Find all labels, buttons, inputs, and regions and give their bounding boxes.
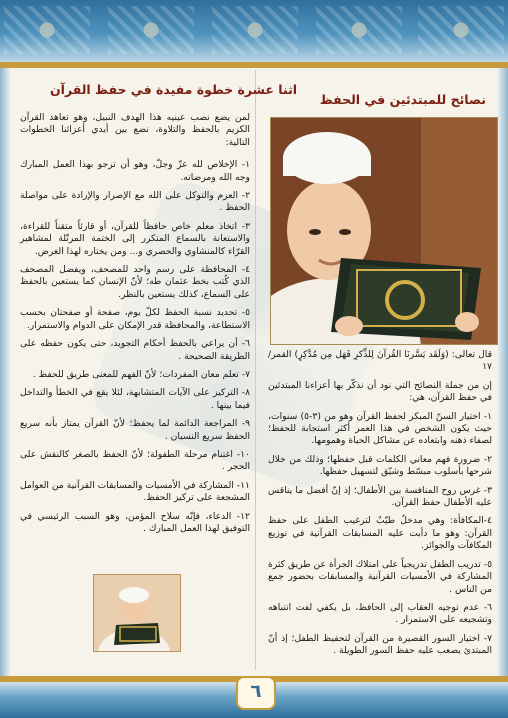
- tips-intro: إن من جملة النصائح التي نود أن نذكّر بها أعزاءنا المبتدئين في حفظ القرآن، هي:: [268, 379, 492, 404]
- ornament-tile: [212, 6, 298, 54]
- ornament-tile: [4, 6, 90, 54]
- tip-6: ٦- عدم توجيه العقاب إلى الحافظ، بل يكفي لفت انتباهه وتشجيعه على الاستمرار .: [268, 601, 492, 626]
- quran-quote: قال تعالى: (وَلَقَد يَسَّرنَا القُرآنَ لِلذِّكرِ فَهَل مِن مُدَّكِرٍ) القمر/١٧: [268, 349, 492, 373]
- page-number: ٦: [236, 676, 276, 710]
- tip-5: ٥- تدريب الطفل تدريجياً على امتلاك الجرأة عن طريق كثرة المشاركة في الأمسيات القرآنية والمسابقات بحضور جمع من الناس .: [268, 558, 492, 595]
- step-5: ٥- تحديد نسبة الحفظ لكلّ يوم، صفحة أو صفحتان بحسب الاستطاعة، والمحافظة قدر الإمكان على الدوام والاستمرار.: [20, 307, 250, 331]
- step-10: ١٠- اغتنام مرحلة الطفولة؛ لأنّ الحفظ بالصغر كالنقش على الحجر .: [20, 448, 250, 473]
- tip-3: ٣- غرس روح المنافسة بين الأطفال؛ إذ إنّ أفضل ما يناقس عليه الأطفال حفظ القرآن.: [268, 484, 492, 509]
- step-9: ٩- المراجعة الدائمة لما يحفظ؛ لأنّ القرآن يمتاز بأنه سريع الحفظ سريع النسيان .: [20, 418, 250, 442]
- top-ornament-band: [0, 0, 508, 62]
- ornament-tile: [418, 6, 504, 54]
- boy-reading-quran-photo: [270, 117, 498, 345]
- tip-4: ٤-المكافأة: وهي مدخلٌ طيّبٌ لترغيب الطفل على حفظ القرآن: وهو ما دأبت عليه المسابقات القرآنية في توزيع المكافآت والجوائز.: [268, 515, 492, 552]
- column-divider: [255, 70, 256, 670]
- step-11: ١١- المشاركة في الأمسيات والمسابقات القرآنية من العوامل المشجعة على تركيز الحفظ.: [20, 479, 250, 504]
- steps-intro: لمن يضع نصب عينيه هذا الهدف النبيل، وهو تعاهد القرآن الكريم بالحفظ والتلاوة، نضع بين أيدي أعزائنا الخطوات التالية:: [20, 112, 250, 148]
- step-12: ١٢- الدعاء، فإنّه سلاح المؤمن، وهو السبب الرئيسي في التوفيق لهذا العمل المبارك .: [20, 510, 250, 534]
- top-gold-border: [0, 62, 508, 68]
- ornament-tile: [316, 6, 402, 54]
- step-4: ٤- المحافظة على رسم واحد للمصحف، ويفضل المصحف الذي كُتب بخط عثمان طه؛ لأنّ الإنسان كما يستعين بالحفظ على السماع، كذلك يستعين بالنظر.: [20, 264, 250, 300]
- tip-1: ١- اختيار السنّ المبكر لحفظ القرآن وهو من (٣-٥) سنوات، حيث يكون الشخص في هذا العمر أكثر استجابة للحفظ؛ لصفاء ذهنه وابتعاده عن مشاكل الحياة وهمومها.: [268, 410, 493, 447]
- step-8: ٨- التركيز على الآيات المتشابهة، لئلا يقع في الخطأ والتداخل فيما بينها .: [20, 387, 250, 411]
- small-boy-reading-photo: [93, 574, 181, 652]
- step-1: ١- الإخلاص لله عزّ وجلّ، وهو أن ترجو بهذا العمل المبارك وجه الله ومرضاته.: [20, 159, 250, 183]
- right-column-text: [268, 349, 492, 664]
- left-column-text: [20, 112, 250, 541]
- tip-7: ٧- اختيار السور القصيرة من القرآن لتحفيظ الطفل؛ إذ أنّ المبتدئ يصعب عليه حفظ السور الطويلة .: [268, 632, 492, 657]
- boy-reading-quran-illustration: [271, 118, 497, 344]
- right-column-heading: نصائح للمبتدئين في الحفظ: [319, 92, 486, 107]
- left-side-ornament: [0, 68, 10, 676]
- tip-2: ٢- ضرورة فهم معاني الكلمات قبل حفظها؛ وذلك من خلال شرحها بأسلوب مبسّط وشيّق لتسهيل حفظها.: [268, 453, 492, 478]
- step-7: ٧- تعلم معان المفردات؛ لأنّ الفهم للمعنى طريق للحفظ .: [32, 368, 250, 380]
- small-boy-illustration: [94, 575, 180, 651]
- step-6: ٦- أن يراعي بالحفظ أحكام التجويد، حتى يكون حفظه على الطريقة الصحيحة .: [20, 338, 250, 362]
- ornament-tile: [108, 6, 194, 54]
- step-3: ٣- اتخاذ معلم خاص حافظاً للقرآن، أو قارئاً متقناً للقراءة، والاستعانة بالسماع المتكرر إلى الختمة المرتّلة لمشاهير القرّاء كالمنشاوي والحصري و... ومن يختاره لهذا الغرض.: [20, 220, 250, 257]
- left-column-heading: اثنا عشرة خطوة مفيدة في حفظ القرآن: [50, 82, 298, 97]
- step-2: ٢- العزم والتوكل على الله مع الإصرار والإرادة على مواصلة الحفظ .: [20, 190, 250, 214]
- right-side-ornament: [498, 68, 508, 676]
